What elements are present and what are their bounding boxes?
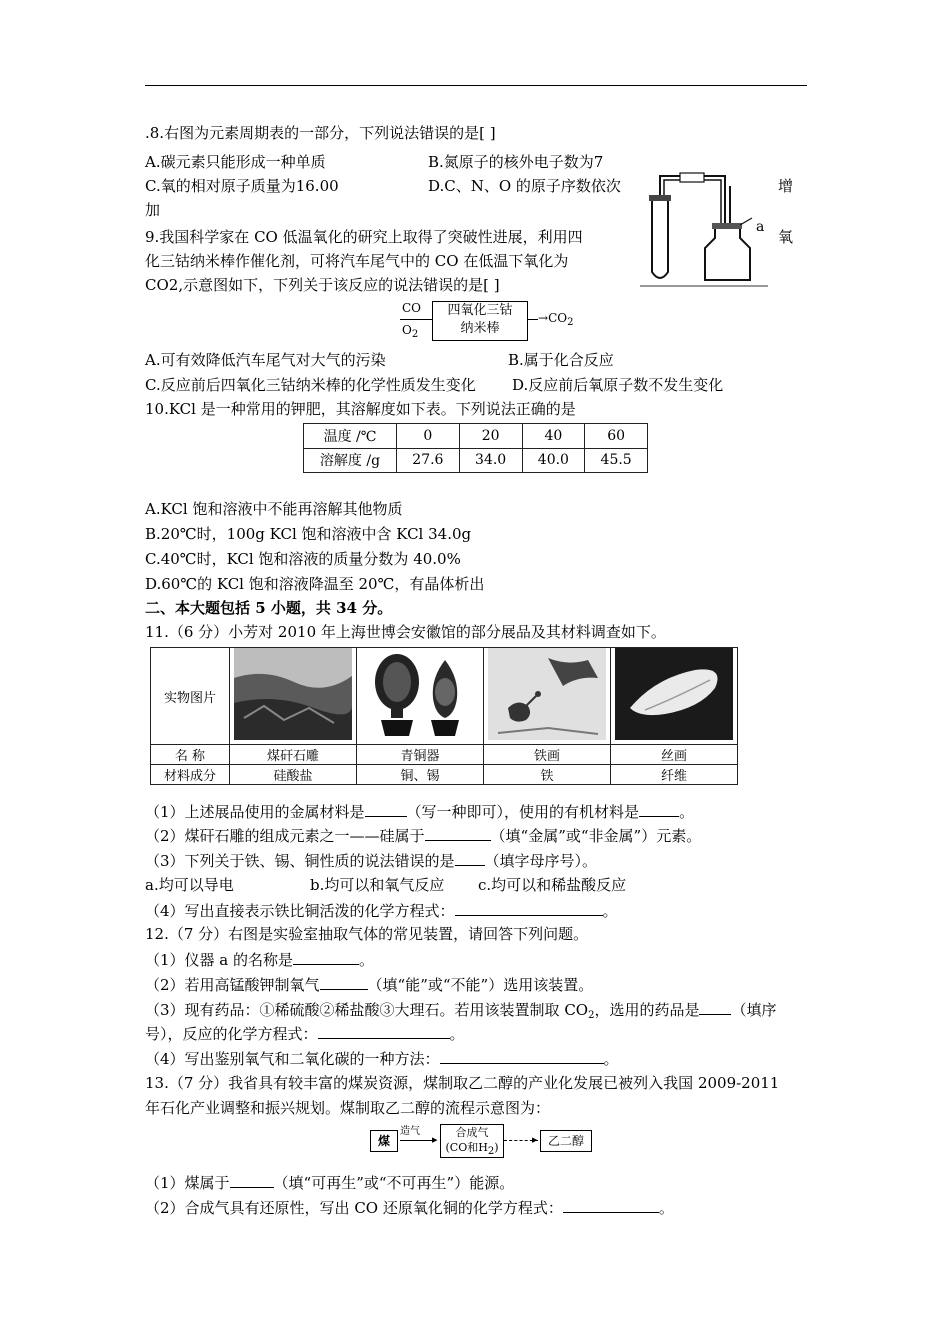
table-cell: 60 xyxy=(585,424,648,449)
diagram-input-co: CO xyxy=(402,301,422,315)
figure-side-char: 氧 xyxy=(778,228,794,246)
apparatus-label-a: a xyxy=(756,219,765,235)
row-label-picture: 实物图片 xyxy=(151,648,230,745)
diagram-input-o2: $O_2$ xyxy=(402,323,419,340)
q8-option-d-cont: 增 xyxy=(778,177,794,195)
answer-blank[interactable] xyxy=(318,1022,450,1039)
bronze-image xyxy=(357,648,484,745)
q10-option-a: A.KCl 饱和溶液中不能再溶解其他物质 xyxy=(145,500,403,518)
table-cell: 铁画 xyxy=(484,745,611,765)
flow-product-box: 乙二醇 xyxy=(540,1130,592,1152)
answer-blank[interactable] xyxy=(293,948,359,965)
table-cell: 20 xyxy=(459,424,522,449)
q12-part3-cont: 号），反应的化学方程式： 。 xyxy=(145,1022,465,1045)
q12-stem: 12.（7 分）右图是实验室抽取气体的常见装置，请回答下列问题。 xyxy=(145,925,589,943)
q8-stem: .8.右图为元素周期表的一部分，下列说法错误的是[ ] xyxy=(145,124,496,142)
row-label-name: 名 称 xyxy=(151,745,230,765)
diagram-box-line2: 纳米棒 xyxy=(460,321,500,336)
q9-stem-line3: CO2,示意图如下，下列关于该反应的说法错误的是[ ] xyxy=(145,276,500,294)
flow-coal-box: 煤 xyxy=(370,1130,398,1152)
q9-option-d: D.反应前后氧原子数不发生变化 xyxy=(512,376,724,394)
answer-blank[interactable] xyxy=(455,899,603,916)
q12-part4: （4）写出鉴别氧气和二氧化碳的一种方法： 。 xyxy=(145,1047,619,1070)
answer-blank[interactable] xyxy=(699,998,731,1015)
answer-blank[interactable] xyxy=(425,824,491,841)
table-cell: 45.5 xyxy=(585,448,648,473)
table-cell: 硅酸盐 xyxy=(230,765,357,785)
table-cell: 纤维 xyxy=(611,765,738,785)
q10-option-d: D.60℃的 KCl 饱和溶液降温至 20℃，有晶体析出 xyxy=(145,575,485,593)
answer-blank[interactable] xyxy=(230,1171,274,1188)
iron-picture-image xyxy=(484,648,611,745)
header-rule xyxy=(145,85,807,86)
table-cell: 温度 /℃ xyxy=(304,424,397,449)
q11-stem: 11.（6 分）小芳对 2010 年上海世博会安徽馆的部分展品及其材料调查如下。 xyxy=(145,623,666,641)
q11-option-c: c.均可以和稀盐酸反应 xyxy=(478,876,627,894)
kcl-solubility-table xyxy=(303,423,648,473)
q8-option-c: C.氧的相对原子质量为16.00 xyxy=(145,177,339,195)
silk-painting-image xyxy=(611,648,738,745)
table-cell: 青铜器 xyxy=(357,745,484,765)
silk-painting-picture xyxy=(615,648,733,740)
q13-part1: （1）煤属于 （填“可再生”或“不可再生”）能源。 xyxy=(145,1171,514,1194)
q11-part1: （1）上述展品使用的金属材料是 （写一种即可），使用的有机材料是 。 xyxy=(145,800,694,823)
iron-painting-picture xyxy=(488,648,606,740)
table-cell: 煤矸石雕 xyxy=(230,745,357,765)
table-cell: 铁 xyxy=(484,765,611,785)
flow-gas-line2: (CO和H2) xyxy=(445,1141,499,1157)
diagram-box-line1: 四氧化三钴 xyxy=(447,303,513,318)
section-2-heading: 二、本大题包括 5 小题，共 34 分。 xyxy=(145,599,393,617)
q11-part2: （2）煤矸石雕的组成元素之一——硅属于 （填“金属”或“非金属”）元素。 xyxy=(145,824,701,847)
q11-part4: （4）写出直接表示铁比铜活泼的化学方程式： 。 xyxy=(145,899,618,922)
table-cell: 34.0 xyxy=(459,448,522,473)
q9-option-c: C.反应前后四氧化三钴纳米棒的化学性质发生变化 xyxy=(145,376,476,394)
table-cell: 铜、锡 xyxy=(357,765,484,785)
flow-gas-line1: 合成气 xyxy=(455,1126,489,1139)
q13-stem-line1: 13.（7 分）我省具有较丰富的煤炭资源，煤制取乙二醇的产业化发展已被列入我国 2009-2011 xyxy=(145,1074,780,1092)
q11-part3: （3）下列关于铁、锡、铜性质的说法错误的是 （填字母序号）。 xyxy=(145,849,597,872)
q12-part1: （1）仪器 a 的名称是 。 xyxy=(145,948,374,971)
coal-flow-diagram: 煤 造气 ▸ 合成气 (CO和H2) ▸ 乙二醇 xyxy=(370,1124,592,1158)
table-cell: 丝画 xyxy=(611,745,738,765)
q10-option-c: C.40℃时，KCl 饱和溶液的质量分数为 40.0% xyxy=(145,550,461,568)
q8-option-d-cont2: 加 xyxy=(145,201,161,219)
q11-option-b: b.均可以和氧气反应 xyxy=(310,876,445,894)
table-cell: 0 xyxy=(397,424,460,449)
coal-carving-picture xyxy=(234,648,352,740)
q12-part3: （3）现有药品：①稀硫酸②稀盐酸③大理石。若用该装置制取 $CO_2$，选用的药品是 （填序 xyxy=(145,998,777,1027)
coal-carving-image xyxy=(230,648,357,745)
answer-blank[interactable] xyxy=(563,1196,659,1213)
answer-blank[interactable] xyxy=(440,1047,604,1064)
q8-option-b: B.氮原子的核外电子数为7 xyxy=(428,153,604,171)
q13-part2: （2）合成气具有还原性，写出 CO 还原氧化铜的化学方程式： 。 xyxy=(145,1196,674,1219)
q13-stem-line2: 年石化产业调整和振兴规划。煤制取乙二醇的流程示意图为： xyxy=(145,1099,551,1117)
flow-arrow-label: 造气 xyxy=(400,1126,420,1137)
q10-option-b: B.20℃时，100g KCl 饱和溶液中含 KCl 34.0g xyxy=(145,525,472,543)
table-cell: 40 xyxy=(522,424,585,449)
q10-stem: 10.KCl 是一种常用的钾肥，其溶解度如下表。下列说法正确的是 xyxy=(145,400,576,418)
q9-stem-line2: 化三钴纳米棒作催化剂，可将汽车尾气中的 CO 在低温下氧化为 xyxy=(145,252,569,270)
answer-blank[interactable] xyxy=(320,973,368,990)
q9-option-b: B.属于化合反应 xyxy=(508,351,614,369)
table-cell: 溶解度 /g xyxy=(304,448,397,473)
answer-blank[interactable] xyxy=(639,800,679,817)
answer-blank[interactable] xyxy=(365,800,407,817)
flow-gas-box xyxy=(440,1124,504,1158)
catalyst-diagram xyxy=(400,301,574,343)
row-label-material: 材料成分 xyxy=(151,765,230,785)
bronze-vessels-picture xyxy=(361,648,479,740)
q9-stem-line1: 9.我国科学家在 CO 低温氧化的研究上取得了突破性进展，利用四 xyxy=(145,228,583,246)
q12-part2: （2）若用高锰酸钾制氧气 （填“能”或“不能”）选用该装置。 xyxy=(145,973,593,996)
exhibit-table xyxy=(150,647,738,785)
q11-option-a: a.均可以导电 xyxy=(145,876,234,894)
diagram-output-co2: $\to CO_2$ xyxy=(538,311,574,328)
gas-apparatus-figure xyxy=(640,168,770,288)
answer-blank[interactable] xyxy=(455,849,485,866)
q9-option-a: A.可有效降低汽车尾气对大气的污染 xyxy=(145,351,386,369)
q8-option-a: A.碳元素只能形成一种单质 xyxy=(145,153,326,171)
table-cell: 27.6 xyxy=(397,448,460,473)
q8-option-d: D.C、N、O 的原子序数依次 xyxy=(428,177,621,195)
table-cell: 40.0 xyxy=(522,448,585,473)
